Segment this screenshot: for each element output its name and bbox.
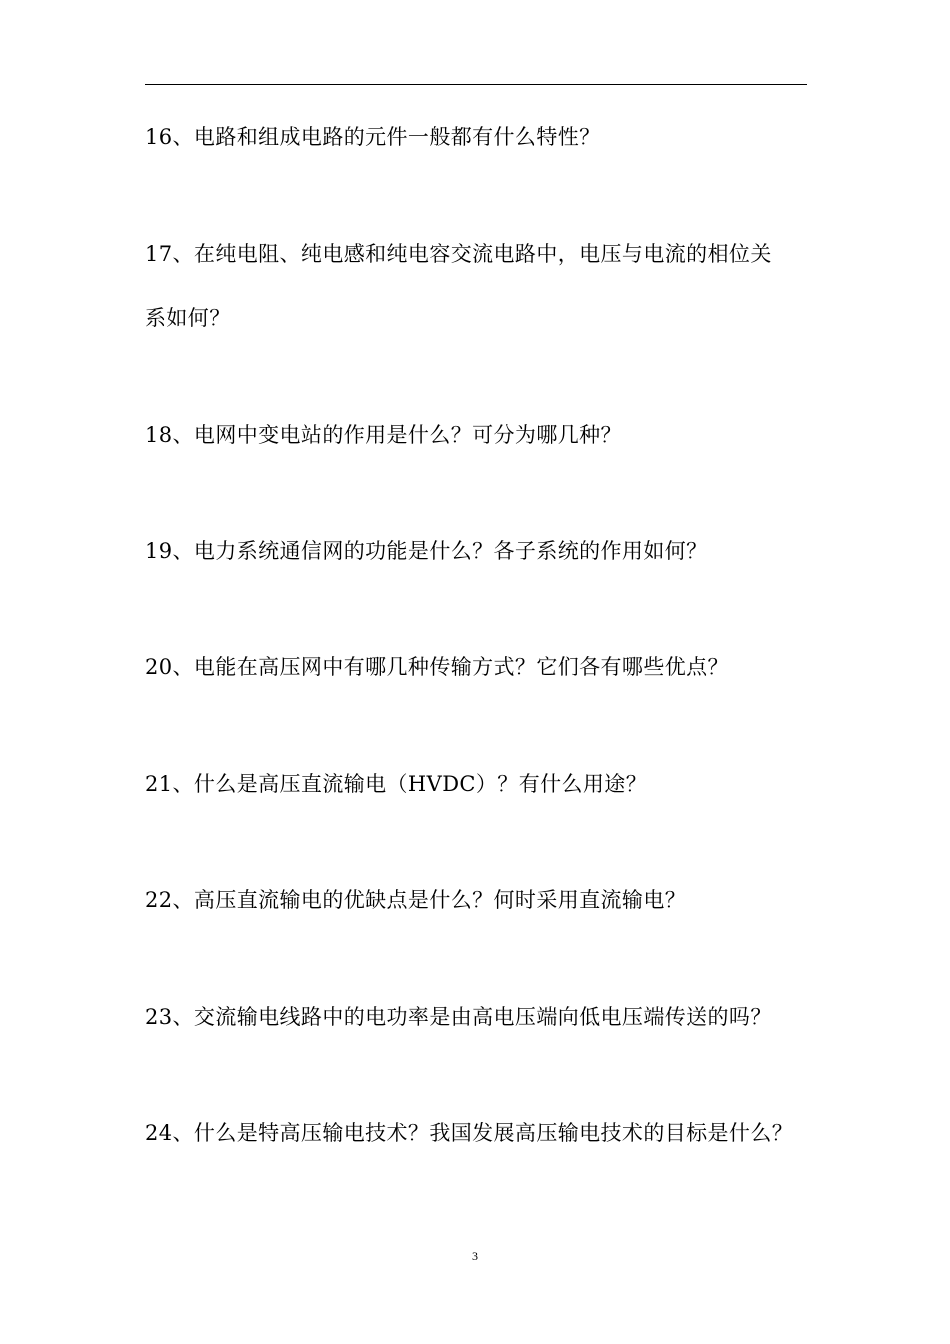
question-24: 24、什么是特高压输电技术？我国发展高压输电技术的目标是什么？ — [145, 1121, 794, 1145]
question-20: 20、电能在高压网中有哪几种传输方式？它们各有哪些优点？ — [145, 655, 729, 679]
question-17-line-2: 系如何？ — [145, 306, 231, 330]
question-19: 19、电力系统通信网的功能是什么？各子系统的作用如何？ — [145, 539, 708, 563]
question-18: 18、电网中变电站的作用是什么？可分为哪几种？ — [145, 423, 622, 447]
question-16: 16、电路和组成电路的元件一般都有什么特性？ — [145, 125, 601, 149]
question-23: 23、交流输电线路中的电功率是由高电压端向低电压端传送的吗？ — [145, 1005, 772, 1029]
question-21: 21、什么是高压直流输电（HVDC）？有什么用途？ — [145, 772, 648, 796]
header-rule — [145, 84, 807, 85]
question-17-line-1: 17、在纯电阻、纯电感和纯电容交流电路中，电压与电流的相位关 — [145, 242, 772, 266]
question-22: 22、高压直流输电的优缺点是什么？何时采用直流输电？ — [145, 888, 687, 912]
page-number: 3 — [472, 1249, 478, 1263]
